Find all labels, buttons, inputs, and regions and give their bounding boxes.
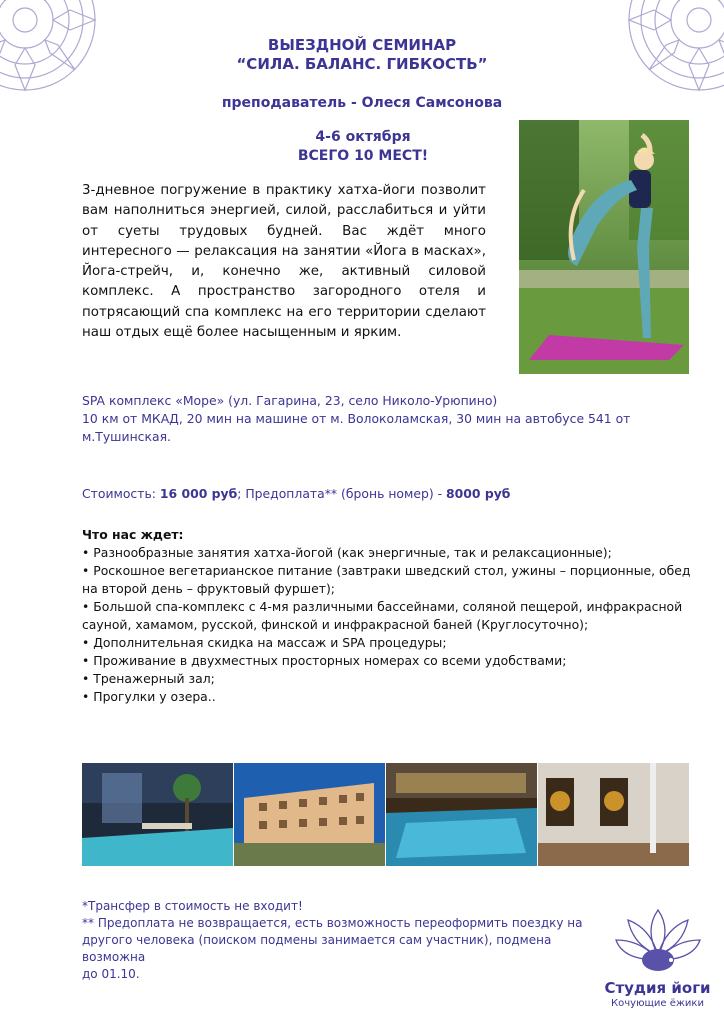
event-dates bbox=[248, 128, 478, 166]
photo-gallery bbox=[82, 763, 689, 866]
deadline-note: до 01.10. bbox=[82, 967, 140, 981]
list-item: • Большой спа-комплекс с 4-мя различными бассейнами, соляной пещерой, инфракрасной сауной, хамамом, русской, финской и инфракрасной баней (Круглосуточно); bbox=[82, 598, 702, 634]
what-awaits bbox=[82, 526, 702, 706]
price-line bbox=[82, 486, 510, 501]
yoga-hall-photo bbox=[538, 763, 689, 866]
address-line-3: м.Тушинская. bbox=[82, 429, 171, 444]
page-title bbox=[0, 36, 724, 74]
title-line-1: ВЫЕЗДНОЙ СЕМИНАР bbox=[267, 36, 457, 54]
seats-text: ВСЕГО 10 МЕСТ! bbox=[297, 148, 429, 164]
logo-name: Студия йоги bbox=[604, 979, 711, 997]
dates-text: 4-6 октября bbox=[315, 129, 411, 145]
indoor-pool-photo bbox=[386, 763, 537, 866]
what-heading: Что нас ждет: bbox=[82, 527, 184, 542]
list-item: • Роскошное вегетарианское питание (завтраки шведский стол, ужины – порционные, обед на второй день – фруктовый фуршет); bbox=[82, 562, 702, 598]
price-value: 16 000 руб bbox=[159, 486, 238, 501]
prepay-note: ** Предоплата не возвращается, есть возможность переоформить поездку на другого человека (поиском подмены занимается сам участник), подмена возможна bbox=[82, 916, 583, 964]
transfer-note: *Трансфер в стоимость не входит! bbox=[82, 899, 303, 913]
yoga-pose-photo bbox=[519, 120, 689, 374]
logo-tagline: Кочующие ёжики bbox=[611, 998, 704, 1009]
prepay-value: 8000 руб bbox=[446, 486, 511, 501]
list-item: • Проживание в двухместных просторных номерах со всеми удобствами; bbox=[82, 652, 702, 670]
studio-logo bbox=[595, 905, 720, 1020]
teacher-line: преподаватель - Олеся Самсонова bbox=[221, 95, 503, 111]
list-item: • Разнообразные занятия хатха-йогой (как энергичные, так и релаксационные); bbox=[82, 544, 702, 562]
list-item: • Тренажерный зал; bbox=[82, 670, 702, 688]
feature-list bbox=[82, 544, 702, 706]
title-line-2: “СИЛА. БАЛАНС. ГИБКОСТЬ” bbox=[236, 55, 488, 73]
prepay-label: ; Предоплата** (бронь номер) - bbox=[237, 486, 447, 501]
footer-notes bbox=[82, 898, 587, 983]
list-item: • Дополнительная скидка на массаж и SPA процедуры; bbox=[82, 634, 702, 652]
intro-paragraph: 3-дневное погружение в практику хатха-йоги позволит вам наполниться энергией, силой, расслабиться и уйти от суеты трудовых будней. Вас ждёт много интересного — релаксация на занятии «Йога в масках», Йога-стрейч, и, конечно же, активный силовой комплекс. А пространство загородного отеля и потрясающий спа комплекс на его территории сделают наш отдых ещё более насыщенным и ярким. bbox=[82, 183, 486, 341]
address-block bbox=[82, 392, 702, 446]
hotel-building-photo bbox=[234, 763, 385, 866]
spa-pool-photo bbox=[82, 763, 233, 866]
price-label: Стоимость: bbox=[82, 486, 160, 501]
lotus-hedgehog-icon bbox=[613, 905, 703, 977]
list-item: • Прогулки у озера.. bbox=[82, 688, 702, 706]
address-line-1: SPA комплекс «Море» (ул. Гагарина, 23, село Николо-Урюпино) bbox=[82, 393, 498, 408]
address-line-2: 10 км от МКАД, 20 мин на машине от м. Волоколамская, 30 мин на автобусе 541 от bbox=[82, 411, 631, 426]
